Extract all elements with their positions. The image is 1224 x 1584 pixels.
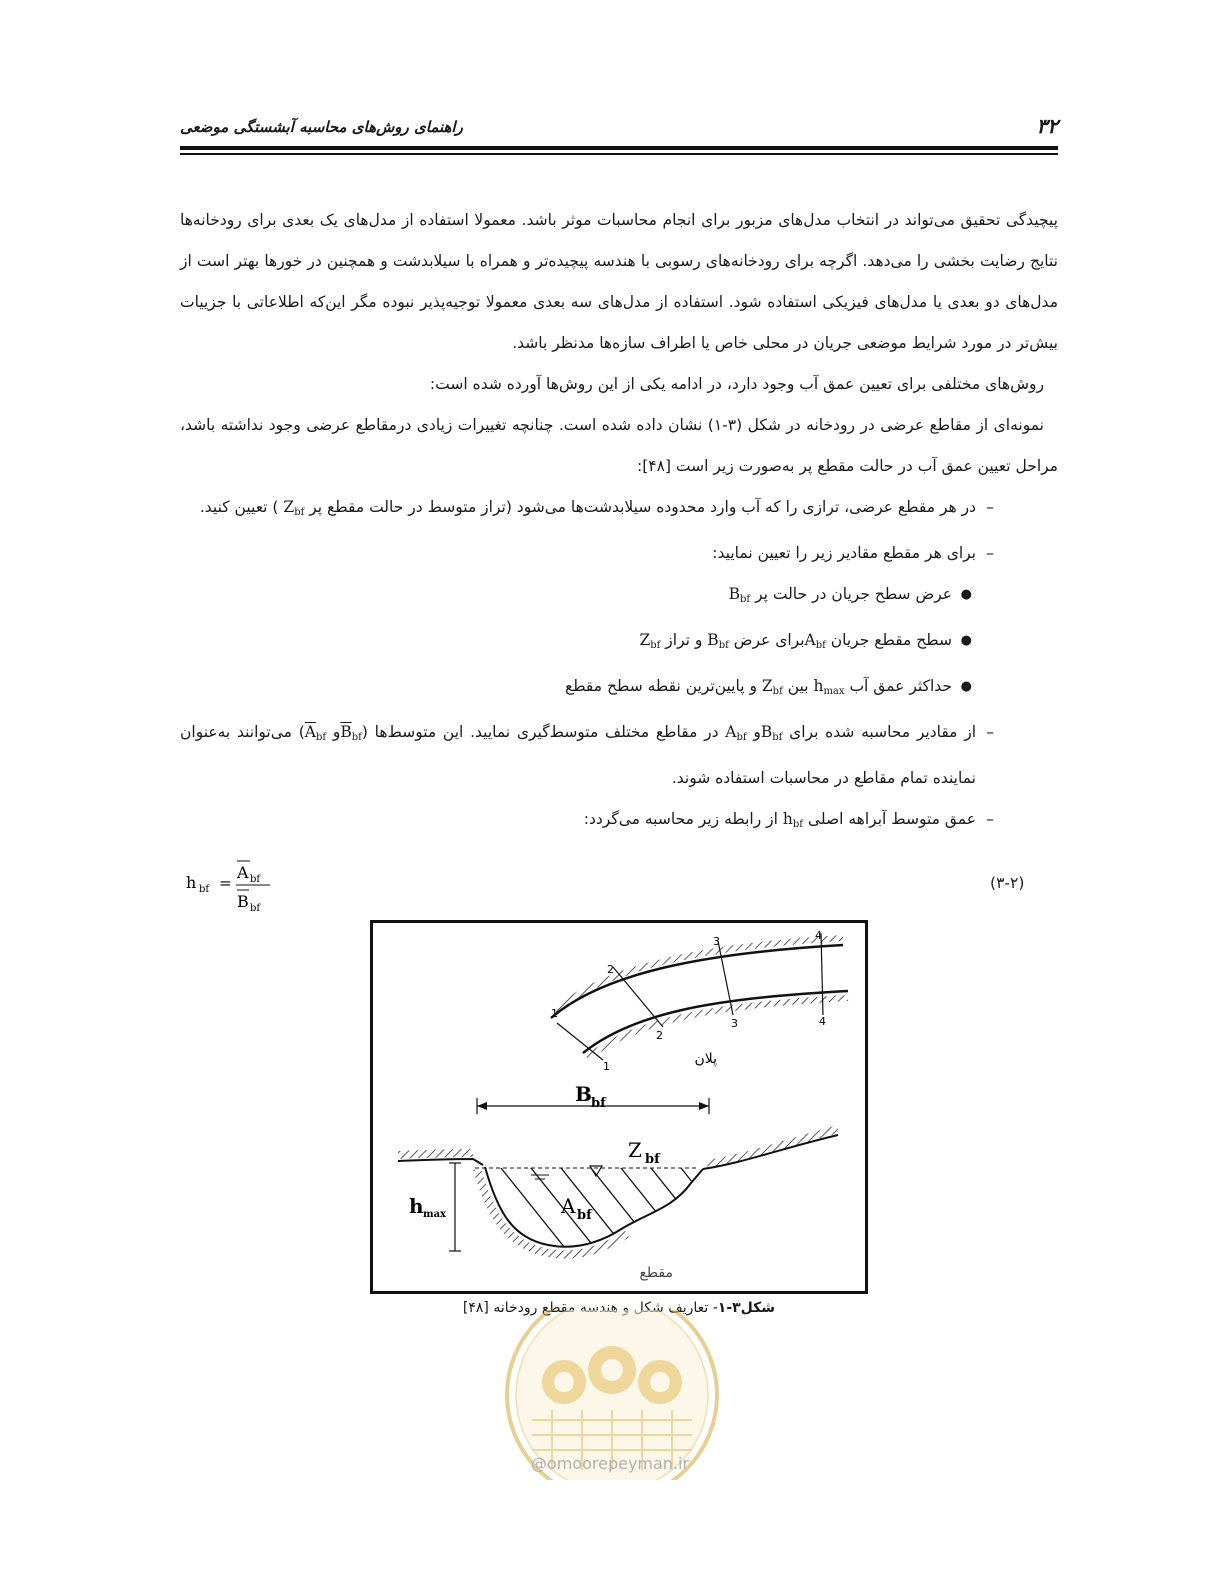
bullet-icon: ●	[960, 587, 972, 602]
step-1: – در هر مقطع عرضی، ترازی را که آب وارد محدوده سیلابدشت‌ها می‌شود (تراز متوسط در حالت مقطع پر $Z_{bf}$ ) تعیین کنید.	[180, 487, 1058, 533]
running-title: راهنمای روش‌های محاسبه آبشستگی موضعی	[180, 118, 463, 136]
watermark-site: @omoorepeyman.ir	[530, 1454, 690, 1473]
cross-section	[398, 1129, 838, 1281]
svg-text:4: 4	[819, 1015, 826, 1028]
bullet-icon: ●	[960, 679, 972, 694]
header-rule-thin	[180, 153, 1058, 155]
svg-text:h: h	[409, 1194, 424, 1218]
body-text	[180, 200, 1058, 845]
bullet-3: ● حداکثر عمق آب $h_{max}$ بین $Z_{bf}$ و پایین‌ترین نقطه سطح مقطع	[180, 666, 1058, 712]
dash-mark: –	[986, 723, 994, 741]
bullet-icon: ●	[960, 633, 972, 648]
step-4: – عمق متوسط آبراهه اصلی $h_{bf}$ از رابطه زیر محاسبه می‌گردد:	[180, 799, 1058, 845]
svg-text:2: 2	[607, 963, 614, 976]
svg-text:A: A	[561, 1194, 576, 1218]
equation-number: (۳-۲)	[990, 874, 1025, 892]
svg-text:bf: bf	[577, 1208, 592, 1223]
plan-view	[551, 929, 848, 1073]
svg-text:1: 1	[551, 1007, 558, 1020]
paragraph-3: نمونه‌ای از مقاطع عرضی در رودخانه در شکل (۳-۱) نشان داده شده است. چنانچه تغییرات زیادی درمقاطع عرضی وجود نداشته باشد، مراحل تعیین عمق آب در حالت مقطع پر به‌صورت زیر است [۴۸]:	[180, 416, 1058, 475]
svg-text:A: A	[237, 863, 249, 882]
svg-text:2: 2	[656, 1029, 663, 1042]
svg-text:3: 3	[731, 1017, 738, 1030]
bullet-1: ● عرض سطح جریان در حالت پر $B_{bf}$	[180, 574, 1058, 620]
step-2: – برای هر مقطع مقادیر زیر را تعیین نمایید:	[180, 533, 1058, 574]
page-header	[180, 108, 1058, 158]
dash-mark: –	[986, 498, 994, 516]
page-number: ۳۲	[1036, 114, 1058, 138]
header-rule	[180, 146, 1058, 150]
svg-text:Z: Z	[628, 1138, 642, 1162]
dash-mark: –	[986, 544, 994, 562]
svg-text:B: B	[575, 1082, 592, 1106]
svg-text:B: B	[237, 892, 249, 911]
svg-text:bf: bf	[250, 903, 261, 914]
section-label: مقطع	[639, 1265, 673, 1281]
figure-caption: شکل۳-۱- تعاریف شکل و هندسه مقطع رودخانه [۴۸]	[462, 1300, 776, 1316]
svg-text:bf: bf	[250, 874, 261, 885]
equation-3-2	[186, 854, 306, 914]
svg-text:max: max	[423, 1209, 447, 1220]
river-section-figure	[370, 920, 868, 1294]
svg-text:h: h	[186, 873, 197, 892]
width-dimension	[477, 1082, 709, 1114]
svg-text:1: 1	[603, 1060, 610, 1073]
step-3: – از مقادیر محاسبه شده برای $B_{bf}و$ $A_{bf}$ در مقاطع مختلف متوسط‌گیری نمایید. این متوسط‌ها ($\overline{B}_{bf}و$ $\overline{A}_{bf}$) می‌توانند به‌عنوان نماینده تمام مقاطع در محاسبات استفاده شوند.	[180, 712, 1058, 799]
svg-text:bf: bf	[591, 1096, 606, 1111]
paragraph-1: پیچیدگی تحقیق می‌تواند در انتخاب مدل‌های مزبور برای انجام محاسبات موثر باشد. معمولا استفاده از مدل‌های یک بعدی برای رودخانه‌ها نتایج رضایت بخشی را می‌دهد. اگرچه برای رودخانه‌های رسوبی با هندسه پیچیده‌تر و همراه با سیلابدشت و همچنین در خورها بهتر است از مدل‌های دو بعدی یا مدل‌های فیزیکی استفاده شود. استفاده از مدل‌های سه بعدی معمولا توجیه‌پذیر نبوده مگر این‌که اطلاعاتی با جزییات بیش‌تر در مورد شرایط موضعی جریان در محلی خاص یا اطراف سازه‌ها مدنظر باشد.	[180, 211, 1058, 352]
svg-text:3: 3	[713, 935, 720, 948]
svg-text:bf: bf	[645, 1152, 660, 1167]
paragraph-2: روش‌های مختلفی برای تعیین عمق آب وجود دارد، در ادامه یکی از این روش‌ها آورده شده است:	[429, 375, 1044, 393]
svg-text:=: =	[219, 874, 232, 892]
plan-label: پلان	[694, 1051, 717, 1067]
svg-text:bf: bf	[199, 884, 210, 895]
dash-mark: –	[986, 810, 994, 828]
svg-text:4: 4	[815, 929, 822, 942]
bullet-2: ● سطح مقطع جریان $A_{bf}برای$ عرض $B_{bf}$ و تراز $Z_{bf}$	[180, 620, 1058, 666]
